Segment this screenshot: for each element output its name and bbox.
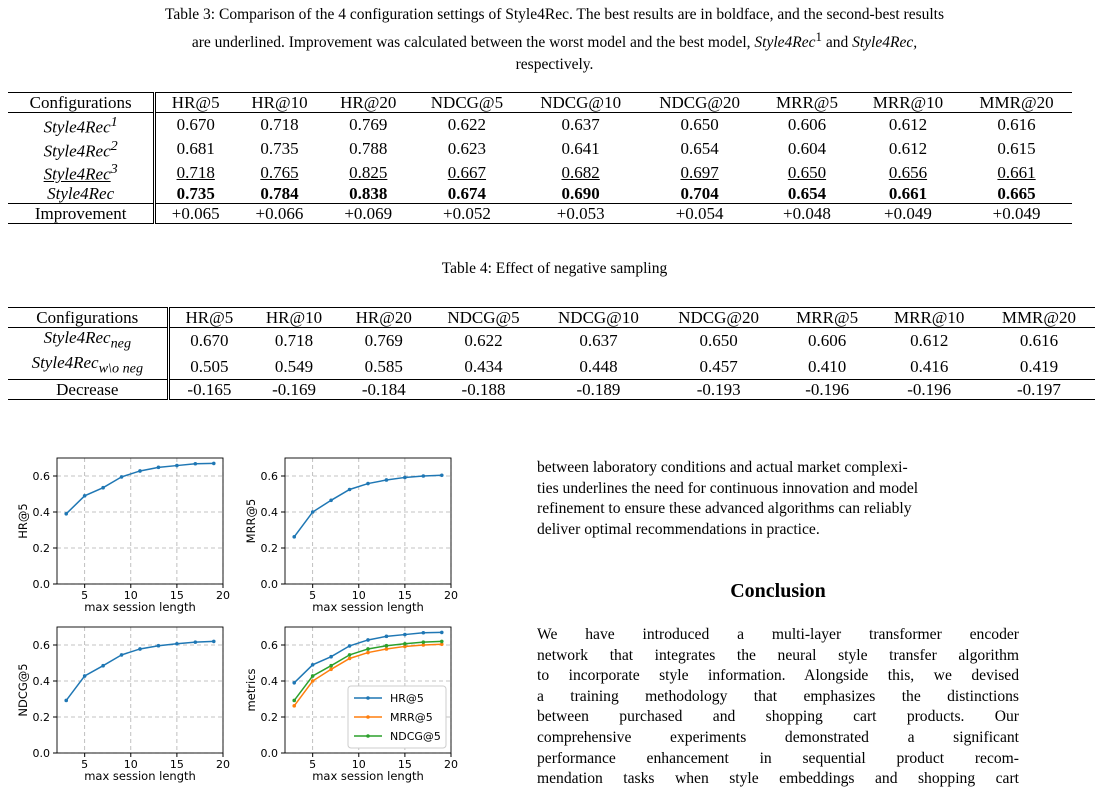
text-line: mendation tasks when style embeddings and shopping cart xyxy=(537,770,1019,788)
y-tick-label: 0.2 xyxy=(260,542,278,555)
table-cell-second-best: 0.661 xyxy=(997,162,1036,182)
plot-hr5 xyxy=(0,448,240,618)
x-tick-label: 5 xyxy=(81,589,89,602)
data-point xyxy=(157,466,161,470)
data-point xyxy=(83,674,87,678)
legend-label: NDCG@5 xyxy=(390,730,441,743)
table3-header-cell: MRR@10 xyxy=(855,93,961,113)
y-axis-label: metrics xyxy=(244,668,258,712)
x-tick-label: 15 xyxy=(397,758,412,771)
table-cell-best: 0.838 xyxy=(349,183,388,203)
table-cell: 0.670 xyxy=(176,115,215,135)
table-cell: 0.606 xyxy=(787,115,827,135)
table3-caption-model-a: Style4Rec xyxy=(754,34,816,52)
data-point xyxy=(120,475,124,479)
table4-caption: Table 4: Effect of negative sampling xyxy=(441,260,668,277)
y-tick-label: 0.2 xyxy=(32,711,50,724)
y-tick-label: 0.6 xyxy=(32,470,50,483)
x-tick-label: 20 xyxy=(216,758,230,771)
data-point xyxy=(212,640,216,644)
data-point xyxy=(385,644,389,648)
data-point xyxy=(348,488,352,492)
table-cell: -0.169 xyxy=(249,379,339,399)
table-cell-second-best: 0.825 xyxy=(349,162,388,182)
table-cell: +0.065 xyxy=(155,203,235,223)
data-point xyxy=(83,494,87,498)
config-name: Style4Rec xyxy=(8,184,155,204)
data-point xyxy=(440,631,444,635)
data-point xyxy=(311,679,315,683)
y-tick-label: 0.0 xyxy=(32,578,50,591)
x-axis-label: max session length xyxy=(312,769,424,783)
table-cell: 0.505 xyxy=(190,356,229,376)
x-tick-label: 5 xyxy=(309,758,317,771)
table-row-decrease xyxy=(8,379,1095,399)
table4-header-cell: Configurations xyxy=(8,308,168,328)
table4-header-cell: MMR@20 xyxy=(983,308,1095,328)
table-cell: 0.549 xyxy=(274,356,314,376)
table3-caption-line2-text: are underlined. Improvement was calculated between the worst model and the best model, xyxy=(191,34,751,52)
x-tick-label: 10 xyxy=(123,589,138,602)
table-cell: 0.670 xyxy=(190,331,229,351)
text-line: to incorporate style information. Alongside this, we devised xyxy=(537,667,1019,685)
y-tick-label: 0.6 xyxy=(260,639,278,652)
text-line: deliver optimal recommendations in practice. xyxy=(537,520,820,538)
x-tick-label: 15 xyxy=(169,589,184,602)
y-axis-label: MRR@5 xyxy=(244,498,258,544)
text-line: network that integrates the neural style transfer algorithm xyxy=(537,646,1019,664)
table4-header-cell: MRR@10 xyxy=(876,308,983,328)
legend-marker xyxy=(366,696,370,700)
table-cell: -0.196 xyxy=(876,379,983,399)
plot-frame xyxy=(285,458,451,584)
table-cell: 0.735 xyxy=(260,138,299,158)
plot-ndcg5 xyxy=(0,617,240,787)
table-cell: +0.052 xyxy=(413,203,522,223)
y-tick-label: 0.0 xyxy=(260,578,278,591)
y-axis-label: HR@5 xyxy=(16,503,30,539)
data-point xyxy=(329,499,333,503)
table-row xyxy=(8,160,1072,184)
table-cell: 0.650 xyxy=(680,115,719,135)
x-axis-label: max session length xyxy=(84,769,196,783)
x-tick-label: 15 xyxy=(397,589,412,602)
config-name: Style4Rec$^3$ xyxy=(8,160,155,184)
table-cell: 0.681 xyxy=(176,138,215,158)
data-point xyxy=(138,469,142,473)
data-point xyxy=(422,631,426,635)
table-cell: 0.585 xyxy=(364,356,403,376)
table3-header-cell: NDCG@20 xyxy=(640,93,759,113)
table-row xyxy=(8,184,1072,204)
table-cell: 0.769 xyxy=(349,115,388,135)
table4-header-cell: HR@20 xyxy=(339,308,429,328)
table-cell: 0.650 xyxy=(699,331,738,351)
table3-header-cell: HR@5 xyxy=(155,93,235,113)
data-point xyxy=(329,655,333,659)
table-cell: 0.612 xyxy=(888,138,928,158)
x-tick-label: 10 xyxy=(123,758,138,771)
data-point xyxy=(101,664,105,668)
table3-header-cell: NDCG@5 xyxy=(413,93,522,113)
table3-header-cell: MRR@5 xyxy=(759,93,855,113)
legend-label: MRR@5 xyxy=(390,711,433,724)
table4-header-row xyxy=(8,308,1095,328)
y-tick-label: 0.0 xyxy=(260,747,278,760)
data-point xyxy=(194,640,198,644)
table-cell-second-best: 0.697 xyxy=(680,162,719,182)
y-tick-label: 0.0 xyxy=(32,747,50,760)
x-tick-label: 20 xyxy=(444,589,458,602)
data-point xyxy=(366,638,370,642)
table-cell: 0.616 xyxy=(997,115,1036,135)
table-cell: 0.622 xyxy=(447,115,487,135)
data-point xyxy=(292,704,296,708)
table-cell: -0.196 xyxy=(779,379,876,399)
data-point xyxy=(138,647,142,651)
table3-header-cell: Configurations xyxy=(8,93,155,113)
data-point xyxy=(64,699,68,703)
table-cell: 0.448 xyxy=(579,356,618,376)
table-row xyxy=(8,353,1095,379)
config-name: Style4Rec$^2$ xyxy=(8,137,155,161)
table-row xyxy=(8,113,1072,137)
table-cell: 0.654 xyxy=(680,138,719,158)
data-point xyxy=(422,640,426,644)
table3 xyxy=(8,92,1072,224)
x-tick-label: 10 xyxy=(351,589,366,602)
x-axis-label: max session length xyxy=(84,600,196,614)
x-tick-label: 20 xyxy=(216,589,230,602)
table-cell: 0.718 xyxy=(274,331,314,351)
table-cell-best: 0.661 xyxy=(888,183,928,203)
data-point xyxy=(175,642,179,646)
data-point xyxy=(440,473,444,477)
table-row xyxy=(8,328,1095,354)
table4-header-cell: NDCG@5 xyxy=(429,308,539,328)
legend-label: HR@5 xyxy=(390,692,424,705)
text-line: a training methodology that emphasizes the distinctions xyxy=(537,687,1019,705)
table-cell: 0.637 xyxy=(579,331,618,351)
table-cell: +0.066 xyxy=(235,203,324,223)
config-name: Style4Rec$^1$ xyxy=(8,113,155,137)
table4-header-cell: HR@10 xyxy=(249,308,339,328)
plot-mrr5 xyxy=(228,448,468,618)
data-point xyxy=(366,651,370,655)
table-cell: 0.623 xyxy=(447,138,487,158)
data-point xyxy=(403,476,407,480)
data-point xyxy=(385,647,389,651)
table-cell: 0.769 xyxy=(364,331,403,351)
table-cell-best: 0.784 xyxy=(260,183,299,203)
data-point xyxy=(385,635,389,639)
data-point xyxy=(311,674,315,678)
table-cell: +0.053 xyxy=(521,203,640,223)
table-cell: +0.049 xyxy=(961,203,1072,223)
table-cell: 0.718 xyxy=(260,115,299,135)
table-cell: 0.434 xyxy=(464,356,503,376)
text-line: ties underlines the need for continuous innovation and model xyxy=(537,479,919,497)
table-cell: -0.193 xyxy=(659,379,779,399)
text-line: between laboratory conditions and actual market complexi- xyxy=(537,459,908,476)
table-cell-best: 0.704 xyxy=(680,183,719,203)
table-cell: 0.637 xyxy=(561,115,600,135)
table-cell: 0.622 xyxy=(464,331,503,351)
table-cell: +0.069 xyxy=(324,203,413,223)
data-point xyxy=(329,664,333,668)
paragraph-conclusion xyxy=(537,625,1019,790)
y-tick-label: 0.6 xyxy=(260,470,278,483)
table3-caption-line2 xyxy=(0,26,1109,54)
improvement-label: Improvement xyxy=(8,203,155,223)
data-point xyxy=(101,486,105,490)
table4-header-cell: MRR@5 xyxy=(779,308,876,328)
table-cell-best: 0.665 xyxy=(997,183,1036,203)
y-tick-label: 0.2 xyxy=(260,711,278,724)
data-point xyxy=(292,535,296,539)
table-cell: 0.410 xyxy=(808,356,847,376)
data-point xyxy=(120,653,124,657)
table3-caption-model-b: Style4Rec, xyxy=(852,34,918,52)
data-point xyxy=(385,478,389,482)
data-point xyxy=(157,644,161,648)
table-cell: 0.419 xyxy=(1019,356,1059,376)
plot-frame xyxy=(57,627,223,753)
data-point xyxy=(403,633,407,637)
table3-header-row xyxy=(8,93,1072,113)
paragraph-intro xyxy=(537,458,1019,540)
table-cell-best: 0.654 xyxy=(787,183,827,203)
config-name: Style4Rec$_{neg}$ xyxy=(8,328,168,354)
table-cell-second-best: 0.765 xyxy=(260,162,299,182)
text-line: between purchased and shopping cart products. Our xyxy=(537,708,1019,726)
table-cell: 0.788 xyxy=(349,138,388,158)
y-tick-label: 0.4 xyxy=(32,675,50,688)
table-cell: 0.612 xyxy=(888,115,928,135)
table3-caption-model-a-sup: 1 xyxy=(815,29,822,44)
table-cell-second-best: 0.656 xyxy=(888,162,928,182)
x-tick-label: 5 xyxy=(81,758,89,771)
table3-caption xyxy=(0,4,1109,76)
table4 xyxy=(8,307,1095,400)
data-point xyxy=(403,642,407,646)
x-tick-label: 10 xyxy=(351,758,366,771)
data-point xyxy=(194,462,198,466)
table-cell: +0.054 xyxy=(640,203,759,223)
table3-header-cell: NDCG@10 xyxy=(521,93,640,113)
table4-header-cell: NDCG@20 xyxy=(659,308,779,328)
table-cell-second-best: 0.682 xyxy=(561,162,600,182)
plot-metrics xyxy=(228,617,468,787)
data-point xyxy=(422,474,426,478)
table4-header-cell: NDCG@10 xyxy=(538,308,658,328)
conclusion-heading: Conclusion xyxy=(730,580,826,602)
table4-header-cell: HR@5 xyxy=(168,308,249,328)
data-point xyxy=(292,699,296,703)
table-row-improvement xyxy=(8,203,1072,223)
table-cell: 0.616 xyxy=(1019,331,1059,351)
table3-header-cell: HR@20 xyxy=(324,93,413,113)
data-point xyxy=(212,462,216,466)
plot-frame xyxy=(57,458,223,584)
legend-marker xyxy=(366,734,370,738)
y-tick-label: 0.4 xyxy=(260,675,278,688)
table-cell: -0.189 xyxy=(538,379,658,399)
y-tick-label: 0.4 xyxy=(32,506,50,519)
text-line: comprehensive experiments demonstrated a significant xyxy=(537,728,1019,746)
y-tick-label: 0.4 xyxy=(260,506,278,519)
data-point xyxy=(175,464,179,468)
table3-caption-line1: Table 3: Comparison of the 4 configuration settings of Style4Rec. The best results are in boldface, and the second-best results xyxy=(164,6,945,23)
table-cell-best: 0.674 xyxy=(447,183,487,203)
table-cell-second-best: 0.718 xyxy=(176,162,215,182)
table-cell-best: 0.690 xyxy=(561,183,600,203)
table3-header-cell: MMR@20 xyxy=(961,93,1072,113)
table-row xyxy=(8,137,1072,161)
table-cell-second-best: 0.667 xyxy=(447,162,487,182)
x-axis-label: max session length xyxy=(312,600,424,614)
text-line: performance enhancement in sequential product recom- xyxy=(537,749,1019,767)
table-cell-second-best: 0.650 xyxy=(787,162,827,182)
y-tick-label: 0.2 xyxy=(32,542,50,555)
config-name: Style4Rec$_{w\backslash o neg}$ xyxy=(8,353,168,379)
table-cell: 0.457 xyxy=(699,356,738,376)
data-point xyxy=(366,647,370,651)
table-cell: 0.416 xyxy=(910,356,949,376)
x-tick-label: 20 xyxy=(444,758,458,771)
table-cell: 0.641 xyxy=(561,138,600,158)
y-tick-label: 0.6 xyxy=(32,639,50,652)
table-cell: +0.048 xyxy=(759,203,855,223)
table-cell: -0.165 xyxy=(168,379,249,399)
data-point xyxy=(366,482,370,486)
data-point xyxy=(329,668,333,672)
table-cell: 0.615 xyxy=(997,138,1036,158)
table-cell: 0.606 xyxy=(808,331,847,351)
data-point xyxy=(311,510,315,514)
decrease-label: Decrease xyxy=(8,379,168,399)
table3-caption-and: and xyxy=(825,34,849,52)
data-point xyxy=(348,653,352,657)
x-tick-label: 15 xyxy=(169,758,184,771)
table-cell: -0.197 xyxy=(983,379,1095,399)
x-tick-label: 5 xyxy=(309,589,317,602)
table3-caption-line3: respectively. xyxy=(515,56,594,74)
data-point xyxy=(440,640,444,644)
data-point xyxy=(348,644,352,648)
text-line: We have introduced a multi-layer transformer encoder xyxy=(537,626,1019,643)
table-cell: 0.612 xyxy=(910,331,949,351)
data-point xyxy=(64,512,68,516)
data-point xyxy=(348,657,352,661)
table3-header-cell: HR@10 xyxy=(235,93,324,113)
data-point xyxy=(311,663,315,667)
table-cell: +0.049 xyxy=(855,203,961,223)
table-cell: -0.188 xyxy=(429,379,539,399)
data-point xyxy=(292,681,296,685)
y-axis-label: NDCG@5 xyxy=(16,663,30,717)
table-cell: -0.184 xyxy=(339,379,429,399)
table-cell-best: 0.735 xyxy=(176,183,215,203)
text-line: refinement to ensure these advanced algorithms can reliably xyxy=(537,500,912,517)
legend-marker xyxy=(366,715,370,719)
table-cell: 0.604 xyxy=(787,138,827,158)
